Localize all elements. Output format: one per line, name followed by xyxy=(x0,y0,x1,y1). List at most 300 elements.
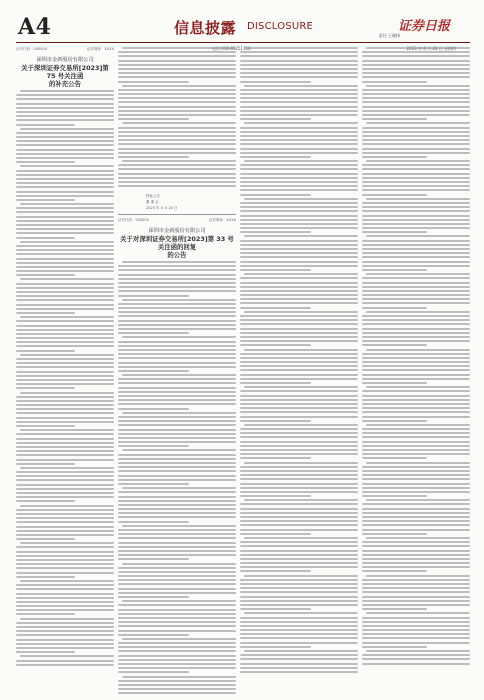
text-line xyxy=(362,441,470,443)
text-line xyxy=(118,437,236,439)
text-line xyxy=(362,570,427,572)
text-line xyxy=(240,428,358,430)
text-line xyxy=(16,249,114,251)
text-line xyxy=(118,55,236,57)
text-line xyxy=(240,508,358,510)
text-line xyxy=(362,365,470,367)
text-line xyxy=(240,478,358,480)
text-line xyxy=(16,446,114,448)
text-line xyxy=(16,337,114,339)
text-line xyxy=(362,654,470,656)
text-line xyxy=(240,667,358,669)
text-line xyxy=(118,655,236,657)
text-line xyxy=(16,517,114,519)
text-line xyxy=(362,374,470,376)
text-line xyxy=(16,450,114,452)
text-line xyxy=(240,545,358,547)
text-line xyxy=(118,168,236,170)
text-line xyxy=(16,626,114,628)
text-line xyxy=(118,491,236,493)
text-line xyxy=(240,118,311,120)
text-line xyxy=(362,566,470,568)
text-line xyxy=(118,621,236,623)
text-line xyxy=(16,576,75,578)
text-line xyxy=(362,403,470,405)
text-line xyxy=(16,538,75,540)
text-line xyxy=(16,350,75,352)
text-line xyxy=(240,583,358,585)
text-line xyxy=(118,592,236,594)
text-line xyxy=(362,449,470,451)
text-line xyxy=(362,227,470,229)
text-line xyxy=(366,424,470,426)
text-line xyxy=(118,265,236,267)
text-line xyxy=(118,475,236,477)
text-line xyxy=(16,660,114,662)
text-line xyxy=(16,442,114,444)
text-line xyxy=(118,362,236,364)
text-line xyxy=(366,537,470,539)
text-line xyxy=(362,319,470,321)
text-line xyxy=(118,688,236,690)
text-line xyxy=(362,315,470,317)
text-line xyxy=(240,64,358,66)
text-line xyxy=(16,412,114,414)
text-line xyxy=(16,345,114,347)
text-line xyxy=(240,596,358,598)
text-line xyxy=(362,202,470,204)
text-line xyxy=(240,658,358,660)
text-line xyxy=(118,311,236,313)
text-line xyxy=(240,101,358,103)
text-line xyxy=(16,124,75,126)
text-line xyxy=(240,261,358,263)
text-line xyxy=(118,164,236,166)
text-line xyxy=(118,462,236,464)
text-line xyxy=(122,449,236,451)
text-line xyxy=(240,390,358,392)
text-line xyxy=(244,198,358,200)
text-line xyxy=(118,642,236,644)
text-line xyxy=(118,320,236,322)
signoff xyxy=(118,193,236,211)
text-line xyxy=(366,349,470,351)
text-line xyxy=(20,354,114,356)
text-line xyxy=(118,181,236,183)
text-line xyxy=(118,403,236,405)
text-line xyxy=(362,97,470,99)
text-line xyxy=(118,68,236,70)
text-line xyxy=(362,407,470,409)
text-line xyxy=(16,375,114,377)
text-line xyxy=(118,617,236,619)
text-line xyxy=(16,433,114,435)
text-line xyxy=(118,542,236,544)
text-line xyxy=(118,445,189,447)
text-line xyxy=(362,135,470,137)
text-line xyxy=(16,224,114,226)
text-line xyxy=(16,103,114,105)
text-line xyxy=(240,378,358,380)
text-line xyxy=(366,160,470,162)
text-line xyxy=(240,265,358,267)
text-line xyxy=(362,491,470,493)
text-line xyxy=(118,604,236,606)
text-line xyxy=(240,369,358,371)
text-line xyxy=(118,634,189,636)
text-line xyxy=(118,89,236,91)
text-line xyxy=(362,152,470,154)
text-line xyxy=(240,227,358,229)
text-line xyxy=(362,139,470,141)
text-line xyxy=(16,534,114,536)
text-line xyxy=(118,399,236,401)
text-line xyxy=(16,333,114,335)
text-line xyxy=(240,533,311,535)
text-line xyxy=(118,554,236,556)
text-line xyxy=(240,340,358,342)
text-line xyxy=(118,684,236,686)
headline-company: 深圳市金新股份有限公司 xyxy=(36,57,94,63)
text-line xyxy=(244,160,358,162)
text-line xyxy=(240,256,358,258)
text-line xyxy=(122,600,236,602)
text-line xyxy=(16,149,114,151)
text-line xyxy=(240,562,358,564)
text-line xyxy=(362,181,470,183)
text-line xyxy=(16,383,114,385)
text-line xyxy=(240,361,358,363)
article-headline xyxy=(16,56,114,88)
text-line xyxy=(240,663,358,665)
text-line xyxy=(240,420,311,422)
text-line xyxy=(240,436,358,438)
text-line xyxy=(362,290,470,292)
text-line xyxy=(362,110,470,112)
text-line xyxy=(16,144,114,146)
text-line xyxy=(240,286,358,288)
text-line xyxy=(240,671,358,673)
text-line xyxy=(118,579,236,581)
text-line xyxy=(366,47,470,49)
text-line xyxy=(118,454,236,456)
text-line xyxy=(16,588,114,590)
text-line xyxy=(118,378,236,380)
text-line xyxy=(118,286,236,288)
text-line xyxy=(240,181,358,183)
text-line xyxy=(118,433,236,435)
text-line xyxy=(362,277,470,279)
text-line xyxy=(118,546,236,548)
text-line xyxy=(362,395,470,397)
text-line xyxy=(118,512,236,514)
text-line xyxy=(240,617,358,619)
text-line xyxy=(362,390,470,392)
text-line xyxy=(118,177,236,179)
text-line xyxy=(240,637,358,639)
text-line xyxy=(118,521,189,523)
text-line xyxy=(362,428,470,430)
text-line xyxy=(16,111,114,113)
text-line xyxy=(118,470,236,472)
text-line xyxy=(366,235,470,237)
text-line xyxy=(362,173,470,175)
text-line xyxy=(16,304,114,306)
text-line xyxy=(118,537,236,539)
signoff-board: 董 事 会 xyxy=(146,200,159,204)
text-line xyxy=(244,349,358,351)
text-line xyxy=(16,232,114,234)
text-line xyxy=(362,93,470,95)
text-line xyxy=(362,68,470,70)
text-line xyxy=(16,195,114,197)
text-line xyxy=(366,85,470,87)
text-line xyxy=(20,467,114,469)
text-line xyxy=(240,625,358,627)
text-line xyxy=(118,382,236,384)
text-line xyxy=(16,563,114,565)
text-line xyxy=(118,93,236,95)
text-line xyxy=(240,302,358,304)
text-line xyxy=(362,60,470,62)
text-line xyxy=(16,593,114,595)
text-line xyxy=(240,89,358,91)
text-line xyxy=(362,261,470,263)
text-line xyxy=(240,97,358,99)
text-line xyxy=(16,622,114,624)
text-line xyxy=(362,416,470,418)
text-line xyxy=(16,136,114,138)
headline-title-1: 关于对深圳证券交易所[2023]第 33 号关注函的回复 xyxy=(120,235,234,251)
newspaper-logo: 证券日报 xyxy=(397,19,450,34)
text-line xyxy=(118,429,236,431)
text-line xyxy=(244,311,358,313)
text-line xyxy=(20,203,114,205)
text-line xyxy=(240,608,311,610)
text-line xyxy=(366,612,470,614)
text-line xyxy=(16,492,114,494)
text-line xyxy=(16,287,114,289)
signoff-notice: 特此公告 xyxy=(146,194,160,198)
text-line xyxy=(240,189,358,191)
text-line xyxy=(240,290,358,292)
text-line xyxy=(118,458,236,460)
text-line xyxy=(240,152,358,154)
text-line xyxy=(240,453,358,455)
text-line xyxy=(362,583,470,585)
text-line xyxy=(240,503,358,505)
article-code-line xyxy=(16,47,114,52)
text-line xyxy=(362,194,427,196)
text-line xyxy=(240,131,358,133)
text-line xyxy=(20,580,114,582)
text-line xyxy=(118,324,236,326)
text-line xyxy=(240,487,358,489)
text-line xyxy=(118,646,236,648)
text-line xyxy=(122,336,236,338)
text-line xyxy=(240,399,358,401)
text-line xyxy=(240,298,358,300)
text-line xyxy=(20,655,114,657)
text-line xyxy=(362,512,470,514)
text-line xyxy=(16,396,114,398)
text-line xyxy=(244,575,358,577)
text-line xyxy=(118,424,236,426)
text-line xyxy=(118,533,236,535)
text-line xyxy=(118,680,236,682)
column-4 xyxy=(362,47,470,690)
article-body xyxy=(362,47,470,677)
text-line xyxy=(16,488,114,490)
text-line xyxy=(16,408,114,410)
text-line xyxy=(118,328,236,330)
text-line xyxy=(240,248,358,250)
text-line xyxy=(118,583,236,585)
text-line xyxy=(240,148,358,150)
text-line xyxy=(118,143,236,145)
text-line xyxy=(16,178,114,180)
text-line xyxy=(16,220,114,222)
text-line xyxy=(240,336,358,338)
text-line xyxy=(240,68,358,70)
text-line xyxy=(366,122,470,124)
headline-title-2: 的公告 xyxy=(167,251,187,259)
text-line xyxy=(240,55,358,57)
text-line xyxy=(118,663,236,665)
text-line xyxy=(240,244,358,246)
text-line xyxy=(118,60,236,62)
text-line xyxy=(362,55,470,57)
text-line xyxy=(362,294,470,296)
text-line xyxy=(240,185,358,187)
text-line xyxy=(362,445,470,447)
text-line xyxy=(16,308,114,310)
article-body xyxy=(240,47,358,687)
text-line xyxy=(16,186,114,188)
text-line xyxy=(118,282,236,284)
text-line xyxy=(118,387,236,389)
text-line xyxy=(362,554,470,556)
text-line xyxy=(118,269,236,271)
text-line xyxy=(362,483,470,485)
text-line xyxy=(362,143,470,145)
text-line xyxy=(362,508,470,510)
text-line xyxy=(16,664,114,666)
text-line xyxy=(118,529,236,531)
text-line xyxy=(240,570,311,572)
text-line xyxy=(362,453,470,455)
headline-title-1: 关于深圳证券交易所[2023]第 75 号关注函 xyxy=(21,64,109,80)
text-line xyxy=(244,235,358,237)
text-line xyxy=(16,245,114,247)
text-line xyxy=(122,563,236,565)
text-line xyxy=(122,160,236,162)
text-line xyxy=(16,417,114,419)
text-line xyxy=(20,392,114,394)
text-line xyxy=(240,621,358,623)
text-line xyxy=(240,282,358,284)
text-line xyxy=(240,252,358,254)
text-line xyxy=(118,667,236,669)
text-line xyxy=(16,253,114,255)
text-line xyxy=(244,273,358,275)
text-line xyxy=(240,319,358,321)
text-line xyxy=(240,353,358,355)
text-line xyxy=(16,496,114,498)
text-line xyxy=(366,462,470,464)
text-line xyxy=(362,353,470,355)
text-line xyxy=(16,170,114,172)
text-line xyxy=(16,216,114,218)
text-line xyxy=(16,207,114,209)
text-line xyxy=(118,118,189,120)
text-line xyxy=(240,629,358,631)
text-line xyxy=(16,199,75,201)
text-line xyxy=(118,341,236,343)
text-line xyxy=(16,211,114,213)
text-line xyxy=(20,278,114,280)
text-line xyxy=(16,643,114,645)
text-line xyxy=(118,274,236,276)
text-line xyxy=(362,642,470,644)
text-line xyxy=(240,114,358,116)
text-line xyxy=(16,228,114,230)
text-line xyxy=(240,328,358,330)
text-line xyxy=(362,541,470,543)
text-line xyxy=(16,605,114,607)
text-line xyxy=(362,608,427,610)
text-line xyxy=(362,432,470,434)
text-line xyxy=(240,550,358,552)
text-line xyxy=(16,551,114,553)
text-line xyxy=(122,85,236,87)
text-line xyxy=(118,500,236,502)
text-line xyxy=(118,659,236,661)
text-line xyxy=(16,362,114,364)
text-line xyxy=(362,344,427,346)
text-line xyxy=(362,495,427,497)
text-line xyxy=(118,370,189,372)
text-line xyxy=(362,529,470,531)
text-line xyxy=(118,408,189,410)
text-line xyxy=(240,520,358,522)
text-line xyxy=(118,420,236,422)
text-line xyxy=(362,72,470,74)
text-line xyxy=(240,357,358,359)
text-line xyxy=(118,625,236,627)
text-line xyxy=(362,177,470,179)
text-line xyxy=(240,445,358,447)
text-line xyxy=(240,541,358,543)
text-line xyxy=(362,520,470,522)
text-line xyxy=(118,290,236,292)
text-line xyxy=(16,639,114,641)
column-1 xyxy=(16,47,114,690)
text-line xyxy=(118,571,236,573)
text-line xyxy=(244,612,358,614)
text-line xyxy=(16,140,114,142)
text-line xyxy=(118,156,189,158)
text-line xyxy=(362,286,470,288)
text-line xyxy=(118,596,189,598)
text-line xyxy=(118,567,236,569)
text-line xyxy=(362,189,470,191)
text-line xyxy=(16,546,114,548)
text-line xyxy=(240,654,358,656)
stock-name: 证券简称：XXXX xyxy=(86,47,114,51)
text-line xyxy=(118,366,236,368)
text-line xyxy=(240,407,358,409)
